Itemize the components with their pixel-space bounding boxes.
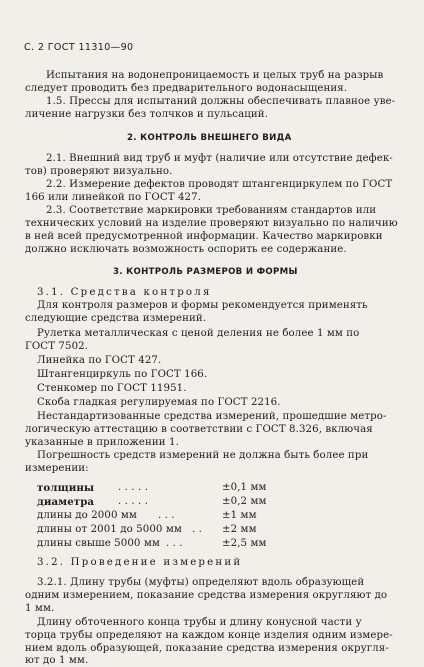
tolerance-value: ±2,5 мм: [222, 538, 267, 549]
tool-item: ГОСТ 7502.: [25, 341, 89, 352]
error-line-2: измерении:: [25, 463, 89, 474]
nonstandard-line-2: логическую аттестацию в соответствии с ГОСТ 8.326, включая: [25, 424, 373, 435]
tolerance-dots: . . . . .: [118, 482, 149, 493]
tolerance-label: длины до 2000 мм: [37, 510, 137, 521]
paragraph-2-1-line-1: 2.1. Внешний вид труб и муфт (наличие или отсутствие дефек-: [46, 153, 393, 164]
tolerance-dots: . . .: [166, 538, 183, 549]
tolerance-label: толщины: [37, 482, 95, 494]
paragraph-2-2-line-1: 2.2. Измерение дефектов проводят штангенциркулем по ГОСТ: [46, 179, 393, 190]
page-header: С. 2 ГОСТ 11310—90: [24, 42, 134, 53]
tolerance-dots: . .: [192, 524, 203, 535]
tolerance-label: диаметра: [37, 496, 95, 508]
paragraph-last-line-4: ют до 1 мм.: [25, 655, 89, 666]
intro-line-2: следует проводить без предварительного водонасыщения.: [25, 83, 348, 94]
paragraph-2-1-line-2: тов) проверяют визуально.: [25, 166, 173, 177]
tolerance-label: длины свыше 5000 мм: [37, 538, 160, 549]
paragraph-last-line-3: нием вдоль образующей, показание средства измерения округля-: [25, 643, 389, 654]
paragraph-3-2-1-line-2: одним измерением, показание средства измерения округляют до: [25, 590, 388, 601]
section-3-heading: 3. КОНТРОЛЬ РАЗМЕРОВ И ФОРМЫ: [113, 267, 298, 277]
tool-item: Стенкомер по ГОСТ 11951.: [37, 383, 187, 394]
section-3-intro-line-1: Для контроля размеров и формы рекомендуется применять: [37, 300, 368, 311]
tolerance-label: длины от 2001 до 5000 мм: [37, 524, 182, 535]
paragraph-2-3-line-3: в ней всей предусмотренной информации. Качество маркировки: [25, 231, 383, 242]
tool-item: Рулетка металлическая с ценой деления не более 1 мм по: [37, 328, 360, 339]
tolerance-value: ±0,1 мм: [222, 482, 267, 493]
paragraph-2-3-line-4: должно исключать возможность оспорить ее содержание.: [25, 244, 347, 255]
section-3-intro-line-2: следующие средства измерений.: [25, 313, 207, 324]
subsection-3-1-title: 3.1. Средства контроля: [37, 287, 212, 298]
paragraph-2-2-line-2: 166 или линейкой по ГОСТ 427.: [25, 192, 202, 203]
paragraph-2-3-line-2: технических условий на изделие проверяют визуально по наличию: [25, 218, 398, 229]
tolerance-dots: . . . . .: [118, 496, 149, 507]
tool-item: Линейка по ГОСТ 427.: [37, 355, 162, 366]
paragraph-1-5-line-1: 1.5. Прессы для испытаний должны обеспечивать плавное уве-: [46, 96, 396, 107]
paragraph-2-3-line-1: 2.3. Соответствие маркировки требованиям стандартов или: [46, 205, 377, 216]
subsection-3-2-title: 3.2. Проведение измерений: [37, 557, 243, 568]
tolerance-value: ±2 мм: [222, 524, 257, 535]
intro-line-1: Испытания на водонепроницаемость и целых труб на разрыв: [46, 70, 384, 81]
paragraph-last-line-1: Длину обточенного конца трубы и длину конусной части у: [37, 617, 362, 628]
paragraph-last-line-2: торца трубы определяют на каждом конце изделия одним измере-: [25, 630, 393, 641]
tolerance-value: ±1 мм: [222, 510, 257, 521]
tool-item: Штангенциркуль по ГОСТ 166.: [37, 369, 208, 380]
tool-item: Скоба гладкая регулируемая по ГОСТ 2216.: [37, 397, 281, 408]
nonstandard-line-3: указанные в приложении 1.: [25, 437, 179, 448]
paragraph-1-5-line-2: личение нагрузки без толчков и пульсаций.: [25, 109, 269, 120]
error-line-1: Погрешность средств измерений не должна быть более при: [37, 450, 369, 461]
tolerance-dots: . . .: [158, 510, 175, 521]
nonstandard-line-1: Нестандартизованные средства измерений, прошедшие метро-: [37, 411, 387, 422]
tolerance-value: ±0,2 мм: [222, 496, 267, 507]
paragraph-3-2-1-line-1: 3.2.1. Длину трубы (муфты) определяют вдоль образующей: [37, 577, 365, 588]
section-2-heading: 2. КОНТРОЛЬ ВНЕШНЕГО ВИДА: [127, 133, 292, 143]
paragraph-3-2-1-line-3: 1 мм.: [25, 603, 55, 614]
